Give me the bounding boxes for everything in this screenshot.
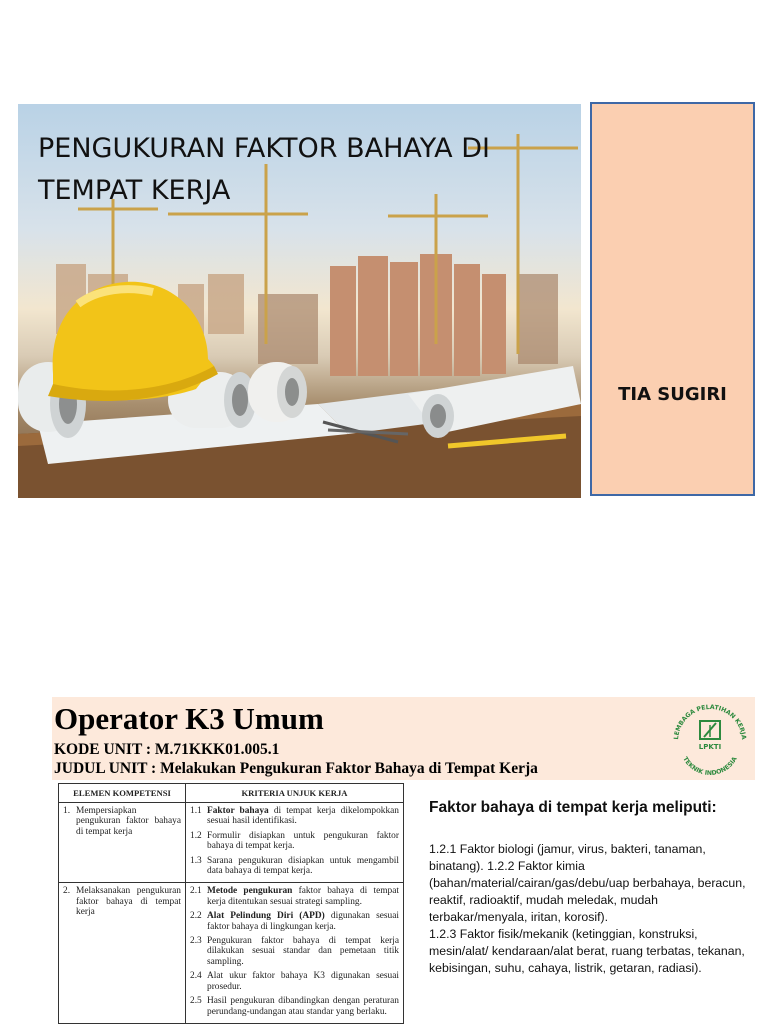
kriteria-number: 2.5 [190, 996, 202, 1007]
kriteria-number: 2.3 [190, 936, 202, 947]
slide-header [52, 697, 755, 780]
kriteria-item [190, 996, 399, 1017]
kriteria-cell [186, 803, 404, 883]
kriteria-text [207, 806, 399, 827]
title-line-2: TEMPAT KERJA [38, 175, 231, 206]
kriteria-bold: Metode pengukuran [207, 886, 293, 897]
hazard-factor-item: 1.2.3 Faktor fisik/mekanik (ketinggian, konstruksi, mesin/alat/ kendaraan/alat berat, ruang terbatas, tekanan, kebisingan, suhu, cahaya, listrik, getaran, radiasi). [429, 927, 745, 975]
elemen-cell [59, 883, 186, 1023]
presentation-title [38, 128, 558, 212]
kriteria-rest: Sarana pengukuran disiapkan untuk mengambil data bahaya di tempat kerja. [207, 855, 399, 877]
kriteria-number: 2.2 [190, 911, 202, 922]
kriteria-rest: Hasil pengukuran dibandingkan dengan peraturan perundang-undangan atau standar yang berlaku. [207, 996, 399, 1017]
kriteria-item [190, 886, 399, 907]
cover-image [18, 104, 581, 498]
hazard-factor-item: 1.2.1 Faktor biologi (jamur, virus, bakteri, tanaman, binatang). 1.2.2 Faktor kimia (bahan/material/cairan/gas/debu/uap berbahaya, beracun, reaktif, radioaktif, mudah meledak, mudah terbakar/menyala, iritan, korosif). [429, 842, 746, 924]
header-elemen: ELEMEN KOMPETENSI [59, 784, 186, 803]
table-header-row [59, 784, 404, 803]
kriteria-rest: digunakan sesuai faktor bahaya di lingkungan kerja. [207, 911, 399, 932]
table-row [59, 883, 404, 1023]
kriteria-text [207, 856, 399, 877]
kriteria-rest: Pengukuran faktor bahaya di tempat kerja dilakukan sesuai standar dan pemetaan titik sampling. [207, 936, 399, 967]
logo-center-text: LPKTI [698, 743, 722, 751]
kriteria-rest: Formulir disiapkan untuk pengukuran faktor bahaya di tempat kerja. [207, 830, 399, 852]
kriteria-text [207, 936, 399, 967]
kriteria-bold: Faktor bahaya [207, 806, 269, 816]
elemen-text: Mempersiapkan pengukuran faktor bahaya di tempat kerja [76, 806, 181, 837]
title-line-1: PENGUKURAN FAKTOR BAHAYA DI [38, 133, 490, 164]
kriteria-bold: Alat Pelindung Diri (APD) [207, 911, 325, 922]
kriteria-number: 2.4 [190, 971, 202, 982]
kriteria-item [190, 936, 399, 967]
svg-text:TEKNIK INDONESIA [681, 756, 739, 777]
kriteria-item [190, 831, 399, 852]
kriteria-number: 2.1 [190, 886, 202, 897]
logo-bottom-text: TEKNIK INDONESIA [681, 755, 739, 778]
kriteria-text [207, 996, 399, 1017]
kriteria-text [207, 886, 399, 907]
kriteria-item [190, 971, 399, 992]
kriteria-rest: di tempat kerja dikelompokkan sesuai hasil identifikasi. [207, 806, 399, 827]
lpkti-logo-icon [664, 699, 756, 779]
elemen-number: 2. [63, 886, 71, 897]
slide-title: Operator K3 Umum [54, 701, 324, 736]
competency-table [58, 783, 404, 1024]
elemen-cell [59, 803, 186, 883]
kriteria-item [190, 806, 399, 827]
kriteria-number: 1.2 [190, 830, 202, 841]
kriteria-number: 1.1 [190, 806, 202, 816]
elemen-text: Melaksanakan pengukuran faktor bahaya di tempat kerja [76, 886, 181, 918]
header-kriteria: KRITERIA UNJUK KERJA [186, 784, 404, 803]
hazard-factors-list [429, 841, 747, 977]
kriteria-rest: faktor bahaya di tempat kerja ditentukan sesuai strategi sampling. [207, 886, 399, 907]
kriteria-item [190, 911, 399, 932]
kriteria-text [207, 831, 399, 852]
table-row [59, 803, 404, 883]
hazard-factors-heading: Faktor bahaya di tempat kerja meliputi: [429, 799, 717, 816]
kriteria-text [207, 971, 399, 992]
elemen-number: 1. [63, 806, 71, 816]
hazard-factors-section [429, 797, 747, 977]
logo-top-text: LEMBAGA PELATIHAN KERJA [672, 703, 748, 740]
competency-slide [52, 697, 755, 1024]
kriteria-item [190, 856, 399, 877]
unit-code: KODE UNIT : M.71KKK01.005.1 [54, 741, 280, 758]
author-name: TIA SUGIRI [618, 384, 727, 405]
kriteria-number: 1.3 [190, 855, 202, 866]
author-panel [590, 102, 755, 496]
kriteria-rest: Alat ukur faktor bahaya K3 digunakan sesuai prosedur. [207, 971, 399, 992]
kriteria-text [207, 911, 399, 932]
unit-title: JUDUL UNIT : Melakukan Pengukuran Faktor Bahaya di Tempat Kerja [54, 760, 538, 777]
kriteria-cell [186, 883, 404, 1023]
